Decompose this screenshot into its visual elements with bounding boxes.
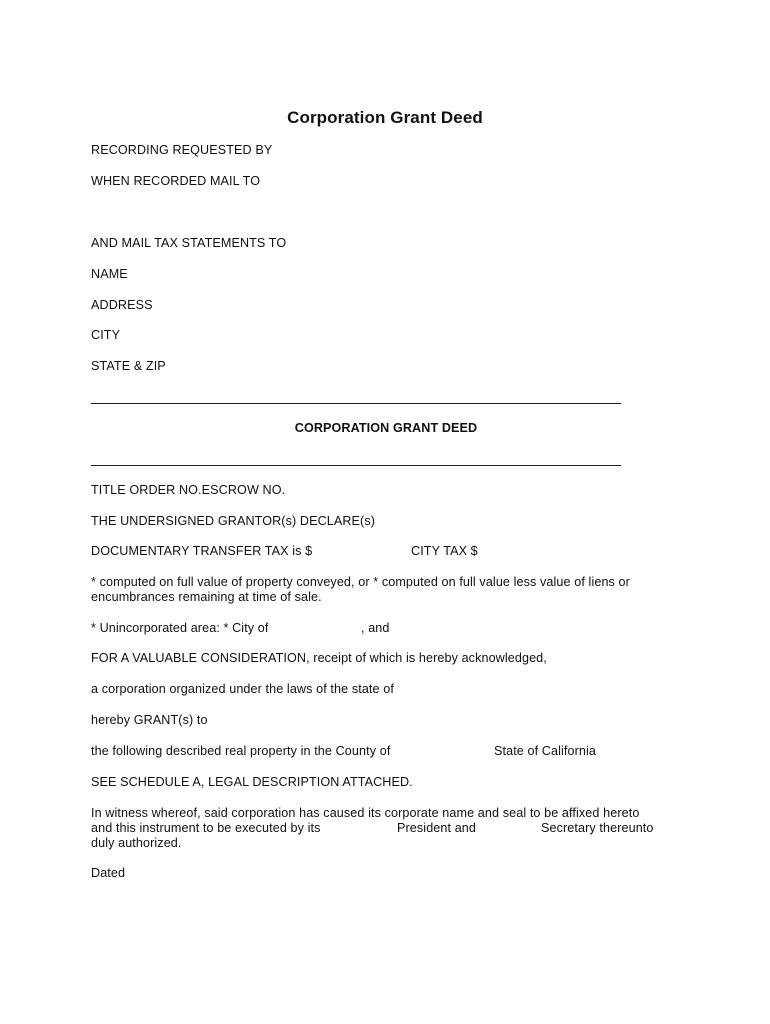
city-label: CITY bbox=[91, 328, 121, 342]
witness-line-1: In witness whereof, said corporation has caused its corporate name and seal to be affixed hereto bbox=[91, 806, 640, 820]
schedule-a-line: SEE SCHEDULE A, LEGAL DESCRIPTION ATTACHED. bbox=[91, 775, 413, 789]
unincorporated-line: * Unincorporated area: * City of bbox=[91, 621, 269, 635]
section-heading: CORPORATION GRANT DEED bbox=[294, 421, 478, 435]
corporation-organized-line: a corporation organized under the laws of the state of bbox=[91, 682, 394, 696]
described-property-line: the following described real property in the County of bbox=[91, 744, 391, 758]
witness-line-2c: Secretary thereunto bbox=[541, 821, 654, 835]
recording-requested-by-label: RECORDING REQUESTED BY bbox=[91, 143, 273, 157]
address-label: ADDRESS bbox=[91, 298, 153, 312]
top-divider bbox=[91, 403, 621, 404]
grantor-declare-line: THE UNDERSIGNED GRANTOR(s) DECLARE(s) bbox=[91, 514, 376, 528]
name-label: NAME bbox=[91, 267, 128, 281]
state-of-california: State of California bbox=[494, 744, 597, 758]
witness-line-3: duly authorized. bbox=[91, 836, 182, 850]
page-title: Corporation Grant Deed bbox=[287, 108, 483, 127]
title-order-line: TITLE ORDER NO.ESCROW NO. bbox=[91, 483, 286, 497]
city-tax-label: CITY TAX $ bbox=[411, 544, 478, 558]
when-recorded-mail-to-label: WHEN RECORDED MAIL TO bbox=[91, 174, 261, 188]
hereby-grant-line: hereby GRANT(s) to bbox=[91, 713, 208, 727]
witness-line-2b: President and bbox=[397, 821, 477, 835]
state-zip-label: STATE & ZIP bbox=[91, 359, 166, 373]
computed-note: * computed on full value of property conveyed, or * computed on full value less value of liens or encumbrances remaining at time of sale. bbox=[91, 575, 630, 604]
valuable-consideration-line: FOR A VALUABLE CONSIDERATION, receipt of which is hereby acknowledged, bbox=[91, 651, 547, 665]
documentary-transfer-tax-line: DOCUMENTARY TRANSFER TAX is $ bbox=[91, 544, 313, 558]
unincorporated-and: , and bbox=[361, 621, 390, 635]
mail-tax-statements-label: AND MAIL TAX STATEMENTS TO bbox=[91, 236, 287, 250]
witness-line-2a: and this instrument to be executed by its bbox=[91, 821, 321, 835]
bottom-divider bbox=[91, 465, 621, 466]
dated-label: Dated bbox=[91, 866, 126, 880]
